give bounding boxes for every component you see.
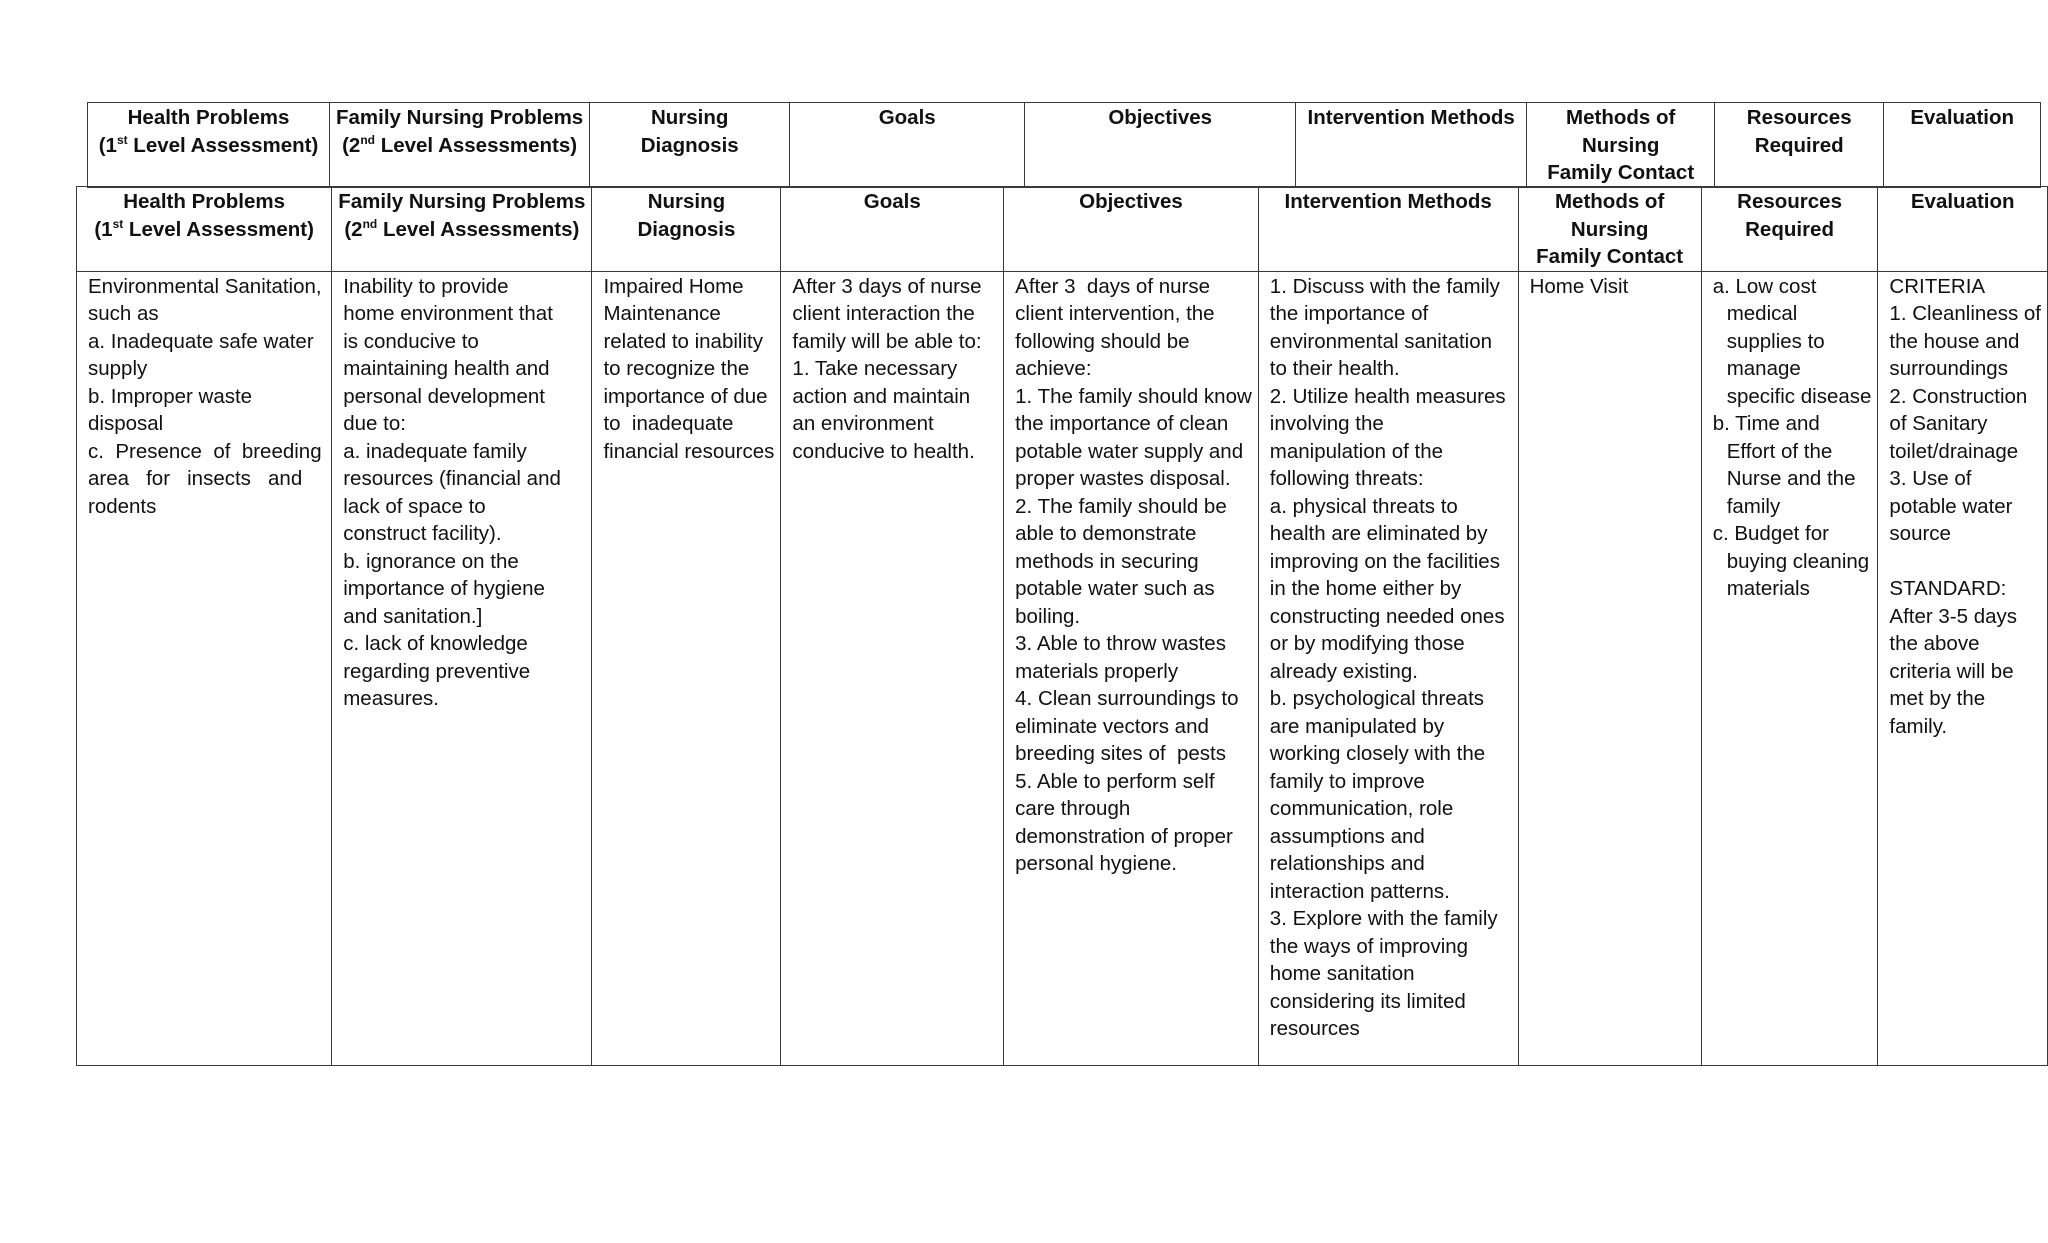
header-evaluation: [1884, 103, 2041, 188]
cell-line: in the home either by: [1269, 577, 1462, 600]
cell-line: c. lack of knowledge: [343, 632, 528, 655]
cell-line: c. Budget for: [1712, 522, 1829, 545]
header-methods-contact: [1527, 103, 1715, 188]
cell-line: disposal: [88, 412, 164, 435]
cell-line: After 3 days of nurse: [792, 274, 982, 298]
cell-line: 2. The family should be: [1015, 494, 1227, 518]
header-text: Nursing: [650, 106, 729, 129]
cell-line: following should be: [1015, 329, 1190, 353]
cell-line: construct facility).: [343, 522, 502, 545]
cell-line: resources (financial and: [343, 467, 561, 490]
cell-line: the importance of clean: [1015, 412, 1229, 435]
cell-line: achieve:: [1015, 357, 1092, 380]
cell-line: interaction patterns.: [1269, 879, 1450, 903]
cell-line: toilet/drainage: [1889, 439, 2019, 463]
cell-line: following threats:: [1269, 467, 1424, 490]
cell-line: 1. Cleanliness of: [1889, 302, 2041, 325]
header-text: Goals: [863, 190, 921, 213]
header-evaluation: [1878, 187, 2048, 272]
cell-line: are manipulated by: [1269, 714, 1445, 738]
cell-line: breeding sites of pests: [1015, 742, 1226, 765]
header-text: Required: [1754, 133, 1844, 157]
cell-line: supplies to: [1726, 329, 1825, 353]
cell-line: improving on the facilities: [1269, 549, 1500, 573]
cell-line: importance of hygiene: [343, 577, 545, 600]
cell-line: an environment: [792, 412, 934, 435]
cell-line: related to inability: [603, 329, 763, 353]
cell-line: to their health.: [1269, 357, 1400, 380]
cell-line: personal hygiene.: [1015, 852, 1177, 875]
cell-line: of Sanitary: [1889, 412, 1988, 435]
cell-line: source: [1889, 522, 1951, 545]
cell-line: regarding preventive: [343, 659, 531, 683]
cell-line: home sanitation: [1269, 962, 1415, 985]
cell-line: b. psychological threats: [1269, 687, 1485, 710]
cell-line: met by the: [1889, 687, 1986, 710]
cell-line: to inadequate: [603, 412, 734, 435]
cell-line: the above: [1889, 632, 1980, 655]
cell-line: Impaired Home: [603, 274, 744, 298]
cell-line: assumptions and: [1269, 824, 1425, 848]
header-text: (1st Level Assessment): [94, 216, 314, 241]
cell-line: measures.: [343, 687, 439, 710]
cell-line: Maintenance: [603, 302, 721, 325]
cell-line: After 3-5 days: [1889, 604, 2018, 628]
header-text: Resources: [1746, 106, 1852, 129]
header-text: Methods of: [1566, 106, 1676, 129]
header-text: Health Problems: [123, 190, 285, 213]
header-text: Intervention Methods: [1284, 190, 1492, 213]
header-family-nursing-problems: [330, 103, 590, 188]
cell-line: resources: [1269, 1017, 1360, 1040]
cell-line: such as: [88, 302, 159, 325]
cell-methods-contact: [1518, 271, 1701, 1065]
cell-line: Inability to provide: [343, 274, 509, 298]
cell-line: boiling.: [1015, 604, 1081, 628]
header-text: (2nd Level Assessments): [342, 132, 578, 157]
cell-line: proper wastes disposal.: [1015, 467, 1231, 490]
header-resources-required: [1701, 187, 1878, 272]
cell-line: due to:: [343, 412, 406, 435]
cell-line: a. physical threats to: [1269, 494, 1458, 518]
cell-line: area for insects and: [88, 467, 303, 490]
cell-line: family: [1726, 494, 1781, 518]
cell-line: maintaining health and: [343, 357, 550, 380]
cell-line: [1889, 548, 2041, 576]
header-goals: [781, 187, 1004, 272]
header-methods-contact: [1518, 187, 1701, 272]
cell-line: c. Presence of breeding: [88, 439, 322, 463]
cell-line: home environment that: [343, 302, 553, 325]
cell-line: working closely with the: [1269, 742, 1486, 765]
cell-line: manage: [1726, 357, 1801, 380]
header-text: Goals: [878, 106, 936, 129]
header-text: Family Nursing Problems: [338, 190, 586, 213]
cell-line: 5. Able to perform self: [1015, 769, 1215, 793]
cell-evaluation: [1878, 271, 2048, 1065]
cell-line: importance of due: [603, 384, 768, 408]
cell-line: family.: [1889, 714, 1948, 738]
cell-family-nursing-problems: [332, 271, 592, 1065]
header-objectives: [1004, 187, 1259, 272]
header-table-top: [87, 102, 2041, 188]
header-text: Objectives: [1108, 106, 1213, 129]
cell-line: 3. Explore with the family: [1269, 907, 1498, 930]
cell-line: family to improve: [1269, 769, 1425, 793]
cell-line: already existing.: [1269, 659, 1418, 683]
cell-line: manipulation of the: [1269, 439, 1444, 463]
cell-line: a. Inadequate safe water: [88, 329, 314, 353]
cell-line: criteria will be: [1889, 659, 2014, 683]
header-text: Intervention Methods: [1307, 106, 1515, 129]
cell-line: 4. Clean surroundings to: [1015, 687, 1239, 710]
header-text: Nursing: [1570, 217, 1649, 241]
cell-intervention-methods: [1258, 271, 1518, 1065]
cell-line: able to demonstrate: [1015, 522, 1197, 545]
header-text: Evaluation: [1910, 190, 2015, 213]
cell-line: surroundings: [1889, 357, 2008, 380]
cell-line: Environmental Sanitation,: [88, 274, 322, 298]
cell-line: 3. Able to throw wastes: [1015, 632, 1226, 655]
table-row: [77, 271, 2048, 1065]
cell-line: considering its limited: [1269, 989, 1466, 1013]
cell-line: Home Visit: [1529, 274, 1629, 298]
cell-nursing-diagnosis: [592, 271, 781, 1065]
cell-line: materials: [1726, 577, 1810, 600]
header-intervention-methods: [1296, 103, 1527, 188]
header-nursing-diagnosis: [592, 187, 781, 272]
cell-line: rodents: [88, 494, 157, 518]
cell-line: communication, role: [1269, 797, 1454, 820]
header-text: Required: [1745, 217, 1834, 241]
header-resources-required: [1715, 103, 1884, 188]
cell-line: 2. Utilize health measures: [1269, 384, 1506, 408]
cell-line: and sanitation.]: [343, 604, 483, 628]
header-intervention-methods: [1258, 187, 1518, 272]
header-text: Objectives: [1079, 190, 1183, 213]
cell-line: Nurse and the: [1726, 467, 1856, 490]
cell-line: relationships and: [1269, 852, 1425, 875]
header-text: (1st Level Assessment): [98, 132, 319, 157]
header-text: (2nd Level Assessments): [344, 216, 580, 241]
cell-line: specific disease: [1726, 384, 1872, 408]
header-text: Family Contact: [1547, 161, 1695, 184]
cell-line: methods in securing: [1015, 549, 1199, 573]
cell-line: buying cleaning: [1726, 549, 1870, 573]
cell-line: is conducive to: [343, 329, 479, 353]
header-text: Family Contact: [1536, 245, 1684, 268]
cell-line: personal development: [343, 384, 545, 408]
cell-line: lack of space to: [343, 494, 486, 518]
cell-line: to recognize the: [603, 357, 750, 380]
cell-line: or by modifying those: [1269, 632, 1465, 655]
header-objectives: [1025, 103, 1296, 188]
header-row: [88, 103, 2041, 188]
cell-line: After 3 days of nurse: [1015, 274, 1211, 298]
cell-line: eliminate vectors and: [1015, 714, 1209, 738]
cell-line: health are eliminated by: [1269, 522, 1488, 545]
cell-line: demonstration of proper: [1015, 824, 1233, 848]
header-health-problems: [77, 187, 332, 272]
header-text: Methods of: [1554, 190, 1665, 213]
cell-line: the importance of: [1269, 302, 1429, 325]
header-text: Resources: [1737, 190, 1842, 213]
cell-line: action and maintain: [792, 384, 971, 408]
cell-line: potable water: [1889, 494, 2013, 518]
cell-objectives: [1004, 271, 1259, 1065]
cell-line: STANDARD:: [1889, 577, 2007, 600]
cell-line: constructing needed ones: [1269, 604, 1505, 628]
cell-line: a. Low cost: [1712, 274, 1817, 298]
cell-line: materials properly: [1015, 659, 1179, 683]
header-text: Nursing: [1581, 133, 1660, 157]
cell-line: supply: [88, 357, 148, 380]
cell-line: 1. Take necessary: [792, 357, 958, 380]
cell-line: b. ignorance on the: [343, 549, 519, 573]
header-text: Diagnosis: [640, 133, 739, 157]
header-goals: [790, 103, 1025, 188]
cell-line: client intervention, the: [1015, 302, 1215, 325]
cell-line: the ways of improving: [1269, 934, 1469, 958]
header-text: Family Nursing Problems: [336, 106, 584, 129]
cell-line: conducive to health.: [792, 439, 975, 463]
cell-line: b. Time and: [1712, 412, 1820, 435]
cell-resources-required: [1701, 271, 1878, 1065]
cell-line: 1. Discuss with the family: [1269, 274, 1500, 298]
header-family-nursing-problems: [332, 187, 592, 272]
cell-line: environmental sanitation: [1269, 329, 1493, 353]
header-row: [77, 187, 2048, 272]
cell-line: potable water supply and: [1015, 439, 1244, 463]
cell-line: care through: [1015, 797, 1131, 820]
cell-line: Effort of the: [1726, 439, 1833, 463]
header-nursing-diagnosis: [590, 103, 790, 188]
header-text: Nursing: [647, 190, 726, 213]
cell-line: client interaction the: [792, 302, 975, 325]
header-health-problems: [88, 103, 330, 188]
header-text: Evaluation: [1910, 106, 2015, 129]
cell-line: medical: [1726, 302, 1798, 325]
cell-line: 3. Use of: [1889, 467, 1972, 490]
cell-line: CRITERIA: [1889, 274, 1986, 298]
cell-line: financial resources: [603, 439, 775, 463]
cell-line: family will be able to:: [792, 329, 982, 353]
cell-line: involving the: [1269, 412, 1384, 435]
cell-line: 1. The family should know: [1015, 384, 1252, 408]
header-text: Health Problems: [127, 106, 290, 129]
header-text: Diagnosis: [637, 217, 736, 241]
cell-line: potable water such as: [1015, 577, 1215, 600]
family-nursing-care-plan-table: [76, 186, 2048, 1066]
cell-line: 2. Construction: [1889, 384, 2028, 408]
cell-line: the house and: [1889, 329, 2020, 353]
cell-health-problems: [77, 271, 332, 1065]
cell-goals: [781, 271, 1004, 1065]
cell-line: a. inadequate family: [343, 439, 527, 463]
cell-line: b. Improper waste: [88, 384, 253, 408]
